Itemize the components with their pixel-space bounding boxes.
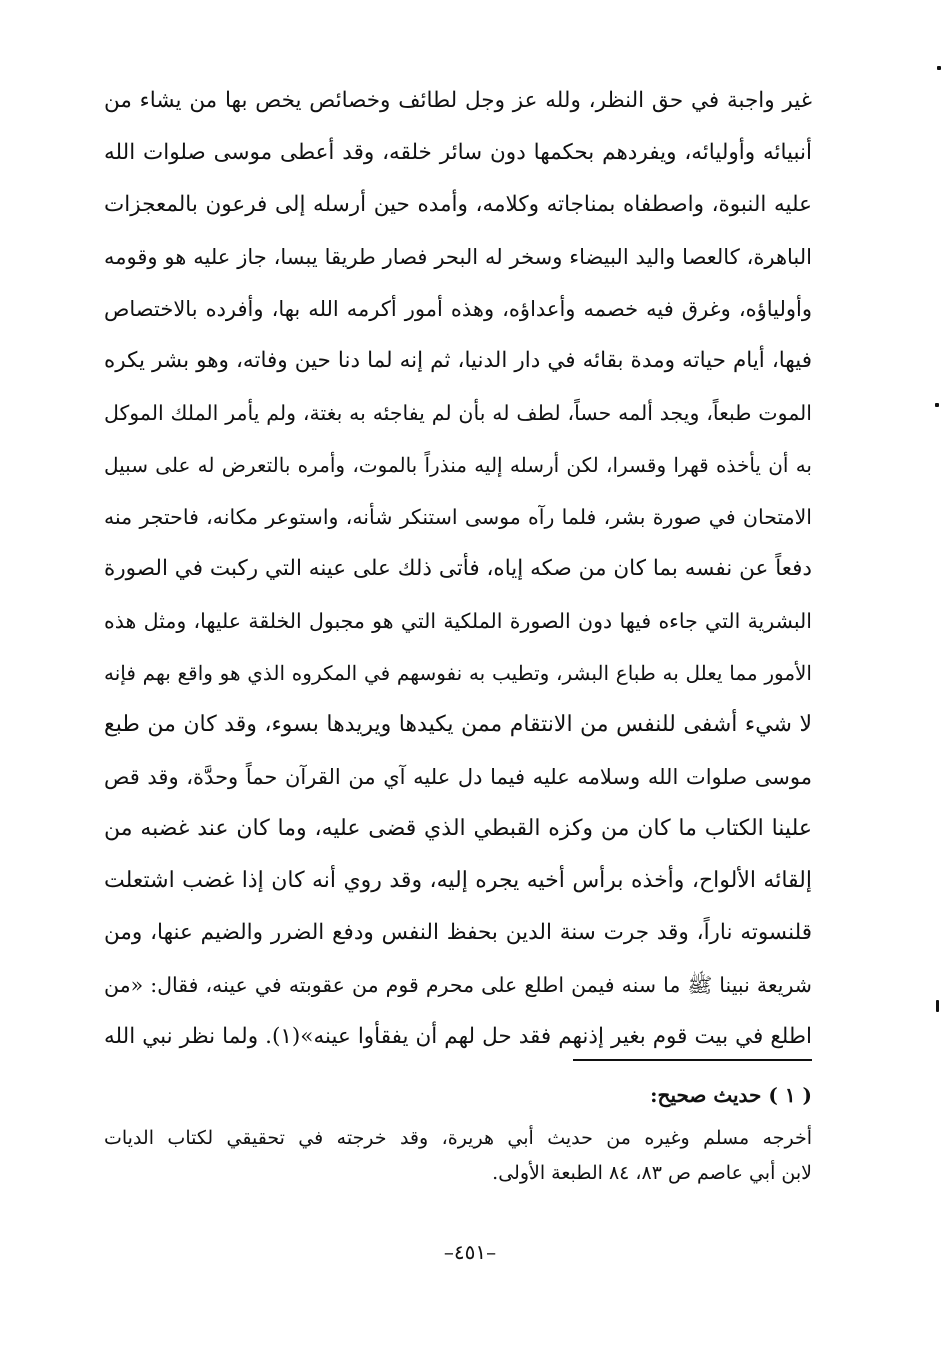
margin-speck [937, 66, 941, 70]
text-line: إلقائه الألواح، وأخذه برأس أخيه يجره إليه، وقد روي أنه كان إذا غضب اشتعلت [104, 868, 812, 893]
text-line: الباهرة، كالعصا واليد البيضاء وسخر له البحر فصار طريقا يبسا، جاز عليه هو وقومه [104, 245, 812, 269]
main-text [104, 78, 812, 1066]
footnote-heading: ( ١ ) حديث صحيح: [650, 1083, 812, 1107]
page-number: –٤٥١– [443, 1240, 497, 1264]
margin-speck [935, 403, 939, 407]
text-line: علينا الكتاب ما كان من وكزه القبطي الذي قضى عليه، وما كان عند غضبه من [104, 816, 812, 841]
margin-speck [936, 1000, 939, 1012]
text-line: عليه النبوة، واصطفاه بمناجاته وكلامه، وأمده حين أرسله إلى فرعون بالمعجزات [104, 192, 812, 217]
text-line: غير واجبة في حق النظر، ولله عز وجل لطائف وخصائص يخص بها من يشاء من [104, 88, 812, 113]
footnote-line: أخرجه مسلم وغيره من حديث أبي هريرة، وقد خرجته في تحقيقي لكتاب الديات [104, 1127, 812, 1149]
text-line: فيها، أيام حياته ومدة بقائه في دار الدنيا، ثم إنه لما دنا حين وفاته، وهو بشر يكره [104, 348, 812, 373]
text-line: أنبيائه وأوليائه، ويفردهم بحكمها دون سائر خلقه، وقد أعطى موسى صلوات الله [104, 140, 812, 165]
text-line: لا شيء أشفى للنفس من الانتقام ممن يكيدها ويريدها بسوء، وقد كان من طبع [104, 712, 812, 737]
text-line: الامتحان في صورة بشر، فلما رآه موسى استنكر شأنه، واستوعر مكانه، فاحتجر منه [104, 505, 812, 529]
text-line: به أن يأخذه قهرا وقسرا، لكن أرسله إليه منذراً بالموت، وأمره بالتعرض له على سبيل [104, 453, 812, 477]
text-line: البشرية التي جاءه فيها دون الصورة الملكية التي هو مجبول الخلقة عليها، ومثل هذه [104, 609, 812, 633]
text-line: قلنسوته ناراً، وقد جرت سنة الدين بحفظ النفس ودفع الضرر والضيم عنها، ومن [104, 920, 812, 945]
text-line: وأولياؤه، وغرق فيه خصمه وأعداؤه، وهذه أمور أكرمه الله بها، وأفرده بالاختصاص [104, 297, 812, 321]
footnote-line: لابن أبي عاصم ص ٨٣، ٨٤ الطبعة الأولى. [492, 1162, 812, 1184]
text-line: شريعة نبينا ﷺ ما سنه فيمن اطلع على محرم قوم من عقوبته في عينه، فقال: «من [104, 973, 812, 997]
text-line: اطلع في بيت قوم بغير إذنهم فقد حل لهم أن يفقأوا عينه»(١). ولما نظر نبي الله [104, 1024, 812, 1049]
footnote-text [104, 1122, 812, 1192]
footnote-separator [573, 1059, 812, 1061]
text-line: دفعاً عن نفسه بما كان من صكه إياه، فأتى ذلك على عينه التي ركبت في الصورة [104, 556, 812, 581]
text-line: الموت طبعاً، ويجد ألمه حساً، لطف له بأن لم يفاجئه به بغتة، ولم يأمر الملك الموكل [104, 401, 812, 425]
text-line: الأمور مما يعلل به طباع البشر، وتطيب به نفوسهم في المكروه الذي هو واقع بهم فإنه [104, 661, 812, 685]
text-line: موسى صلوات الله وسلامه عليه فيما دل عليه آي من القرآن حماً وحدَّة، وقد قص [104, 765, 812, 789]
